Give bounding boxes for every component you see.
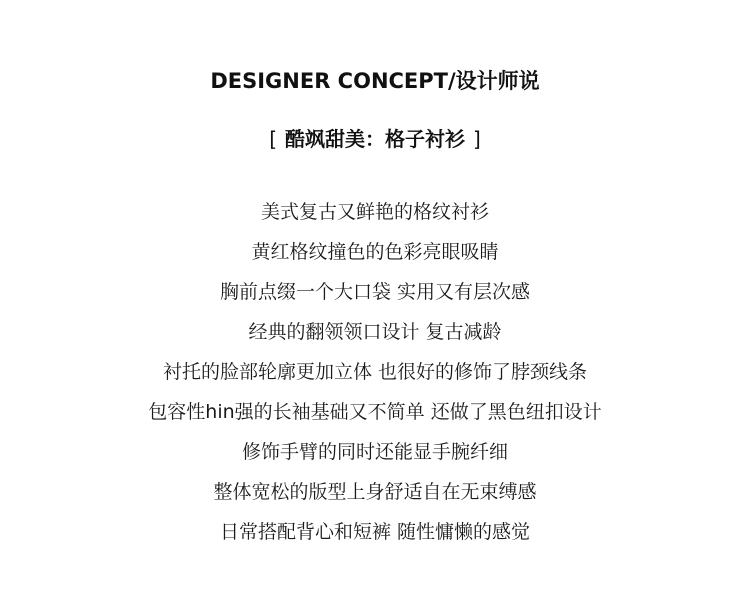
subtitle-text: 酷飒甜美：格子衬衫 — [285, 127, 465, 151]
description-line: 胸前点缀一个大口袋 实用又有层次感 — [219, 281, 531, 303]
description-line: 修饰手臂的同时还能显手腕纤细 — [241, 441, 508, 463]
description-line: 黄红格纹撞色的色彩亮眼吸睛 — [251, 241, 499, 263]
description-line: 美式复古又鲜艳的格纹衬衫 — [260, 201, 489, 223]
section-heading: DESIGNER CONCEPT/设计师说 — [210, 69, 540, 93]
description-line: 包容性hin强的长袖基础又不简单 还做了黑色纽扣设计 — [148, 401, 602, 423]
description-line: 日常搭配背心和短裤 随性慵懒的感觉 — [219, 521, 531, 543]
subtitle-close-bracket: ] — [473, 127, 481, 151]
description-list — [0, 197, 750, 557]
description-line: 衬托的脸部轮廓更加立体 也很好的修饰了脖颈线条 — [162, 361, 588, 383]
description-line: 经典的翻领领口设计 复古减龄 — [248, 321, 502, 343]
subtitle-open-bracket: [ — [269, 127, 277, 151]
subtitle — [0, 124, 750, 154]
description-line: 整体宽松的版型上身舒适自在无束缚感 — [213, 481, 537, 503]
